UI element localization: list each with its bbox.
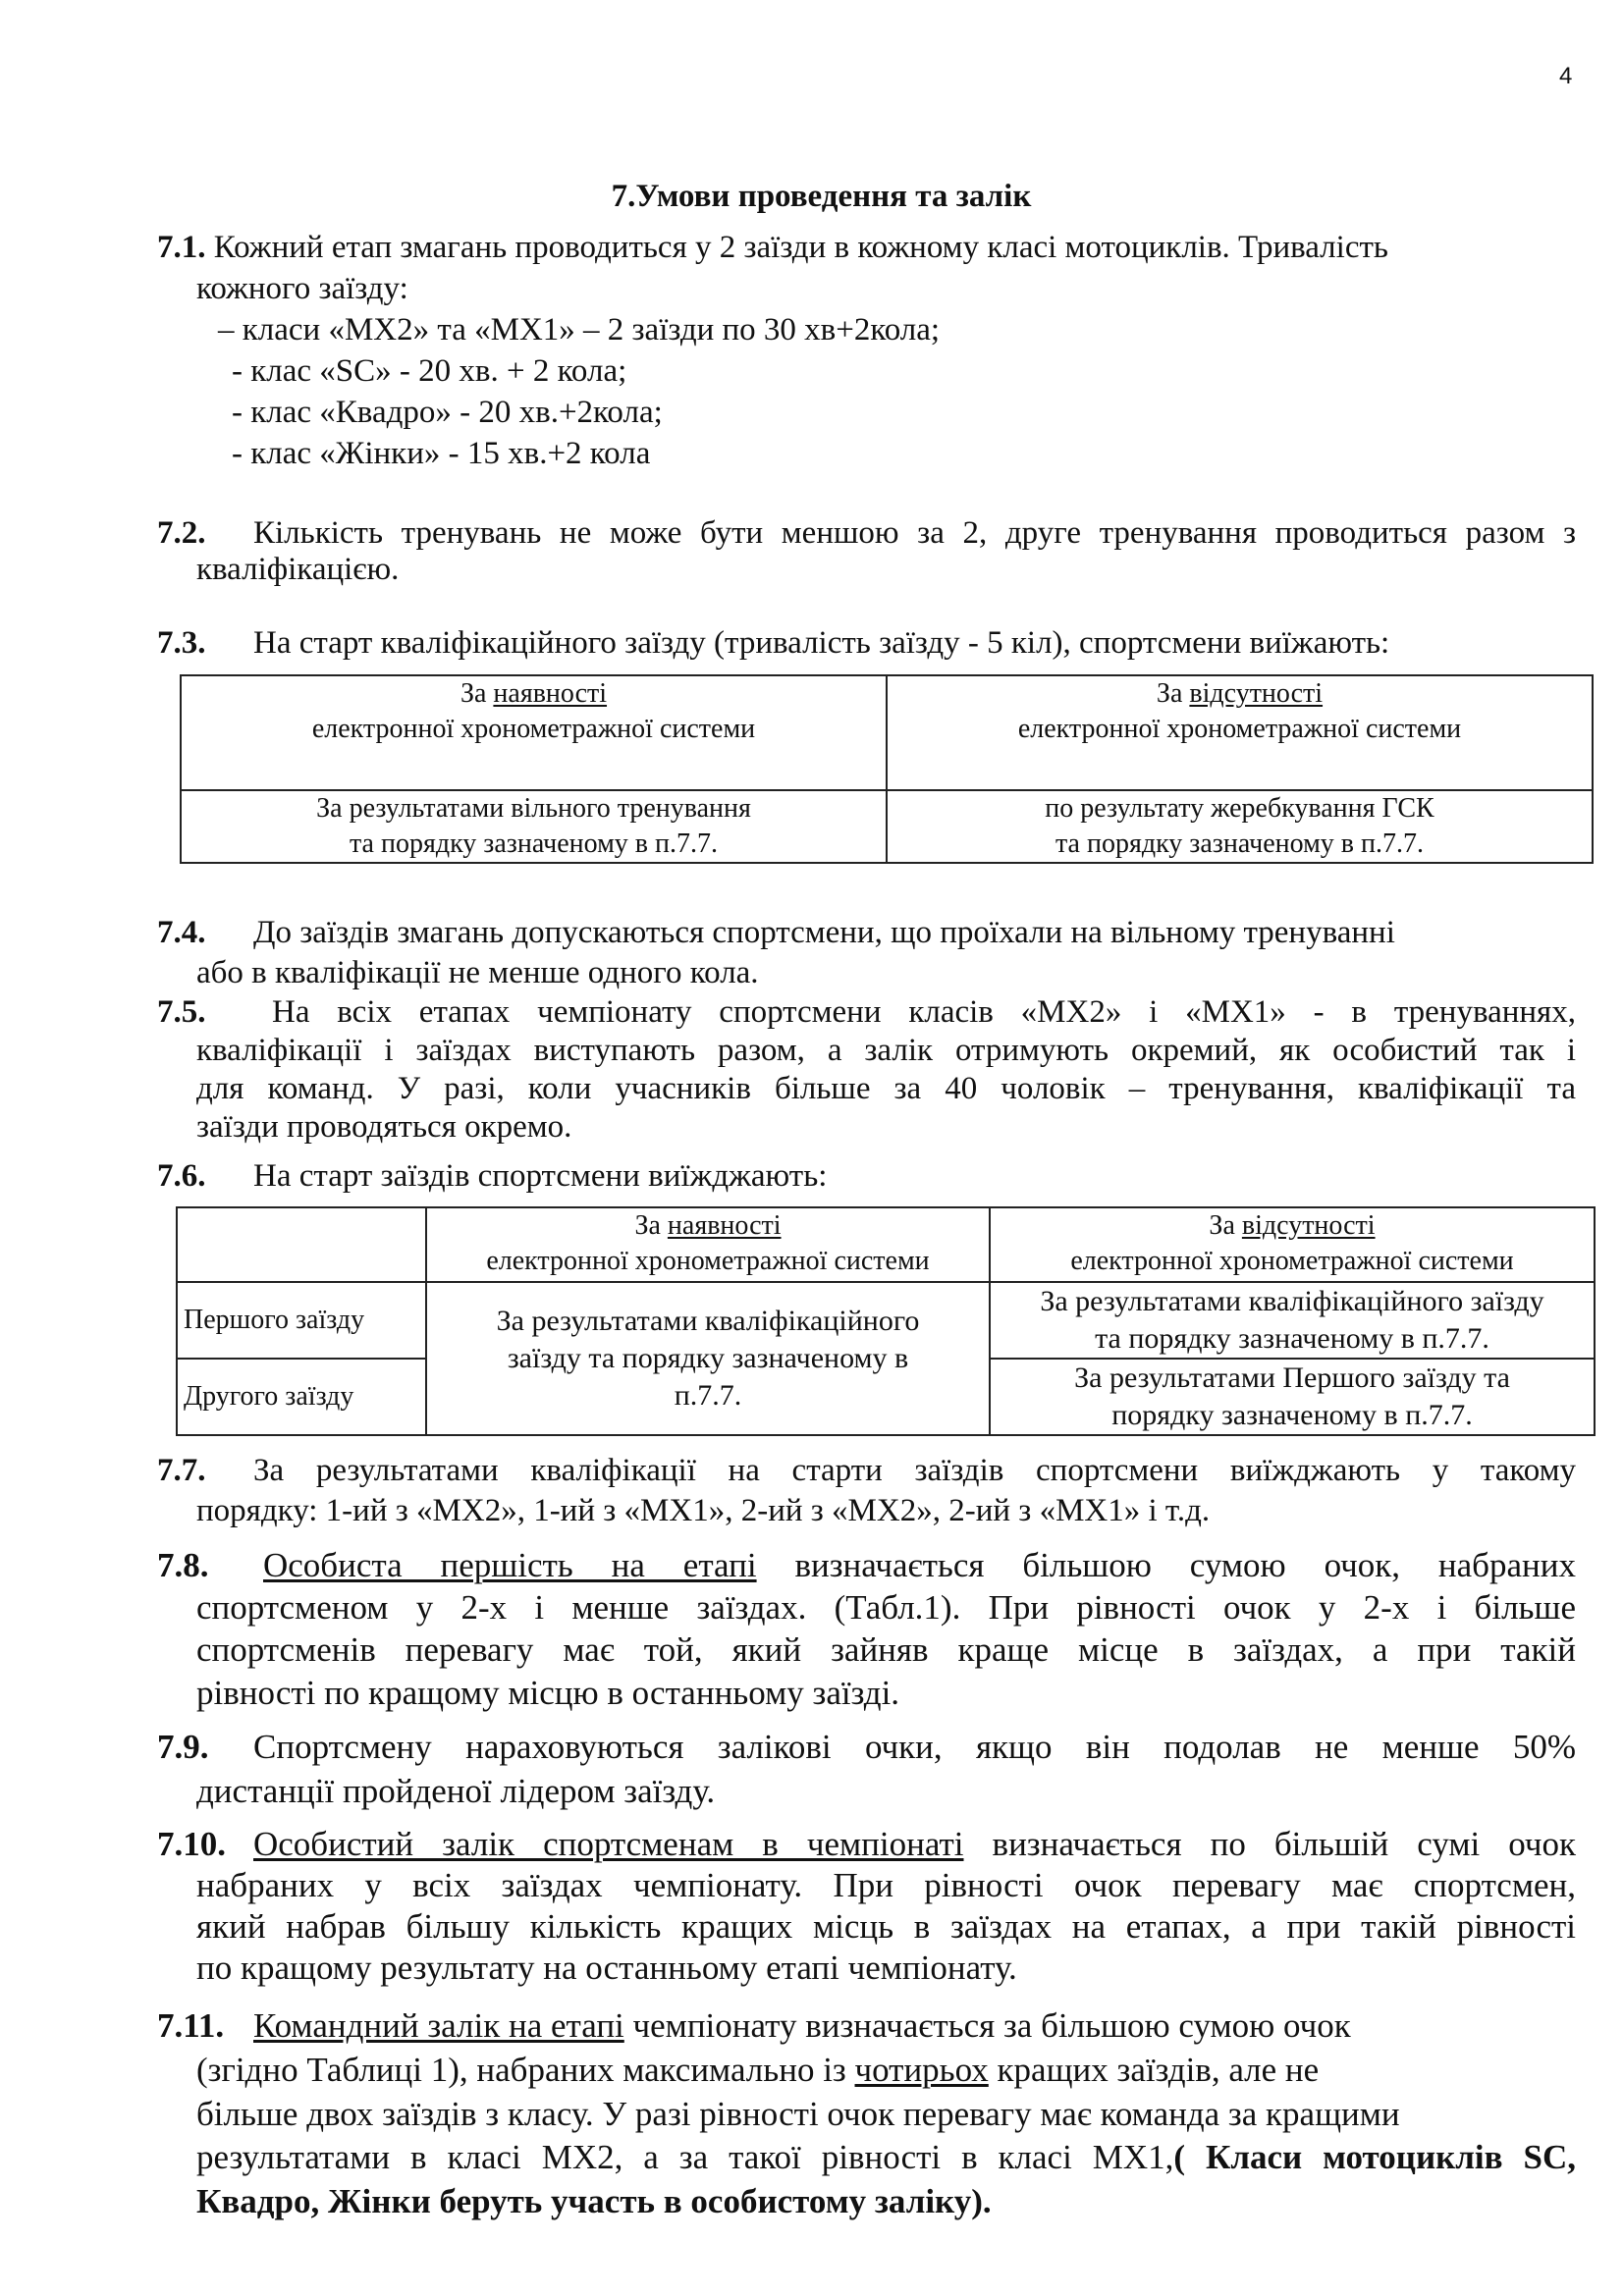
table-cell xyxy=(990,1359,1595,1435)
header-underlined: відсутності xyxy=(1241,1210,1376,1241)
paragraph-line xyxy=(196,2050,1319,2091)
underlined-term: чотирьох xyxy=(854,2051,989,2089)
paragraph-line xyxy=(263,1545,1576,1586)
paragraph-line: На старт заїздів спортсмени виїжджають: xyxy=(253,1158,828,1194)
clause-number: 7.1. xyxy=(157,230,206,265)
clause-number: 7.8. xyxy=(157,1546,209,1584)
cell-line: заїзду та порядку зазначеному в xyxy=(507,1342,909,1374)
clause-number: 7.2. xyxy=(157,515,206,551)
paragraph-line xyxy=(253,1824,1576,1865)
table-cell xyxy=(990,1282,1595,1359)
header-subtext: електронної хронометражної системи xyxy=(311,714,756,744)
paragraph-line: рівності по кращому місцю в останньому заїзді. xyxy=(196,1674,900,1712)
header-subtext: електронної хронометражної системи xyxy=(486,1246,930,1276)
table-race-start xyxy=(176,1206,1596,1436)
cell-line: За результатами кваліфікаційного xyxy=(496,1305,920,1337)
paragraph-line: більше двох заїздів з класу. У разі рівності очок перевагу має команда за кращими xyxy=(196,2095,1400,2133)
paragraph-line: На старт кваліфікаційного заїзду (тривалість заїзду - 5 кіл), спортсмени виїжають: xyxy=(253,625,1390,661)
paragraph-line: дистанції пройденої лідером заїзду. xyxy=(196,1772,716,1810)
paragraph-line: порядку: 1-ий з «МХ2», 1-ий з «МХ1», 2-ий з «МХ2», 2-ий з «МХ1» і т.д. xyxy=(196,1493,1211,1528)
row-label: Першого заїзду xyxy=(177,1282,426,1359)
text: визначається більшою сумою очок, набраних xyxy=(756,1546,1576,1584)
header-text: За xyxy=(1156,678,1190,709)
clause-number: 7.6. xyxy=(157,1158,206,1194)
cell-line: За результатами Першого заїзду та xyxy=(1074,1362,1510,1394)
paragraph-line: кваліфікацією. xyxy=(196,552,400,587)
table-qualification-start xyxy=(180,674,1594,864)
cell-line: порядку зазначеному в п.7.7. xyxy=(1111,1399,1473,1431)
underlined-term: Особистий залік спортсменам в чемпіонаті xyxy=(253,1825,964,1863)
cell-line: та порядку зазначеному в п.7.7. xyxy=(1055,828,1425,859)
clause-number: 7.4. xyxy=(157,915,206,950)
clause-number: 7.3. xyxy=(157,625,206,661)
clause-number: 7.5. xyxy=(157,994,206,1030)
paragraph-line: До заїздів змагань допускаються спортсмени, що проїхали на вільному тренуванні xyxy=(253,915,1395,950)
paragraph-line: На всіх етапах чемпіонату спортсмени класів «МХ2» і «МХ1» - в тренуваннях, xyxy=(272,994,1576,1030)
header-underlined: наявності xyxy=(667,1210,782,1241)
paragraph-line: або в кваліфікації не менше одного кола. xyxy=(196,955,759,990)
header-text: За xyxy=(1209,1210,1242,1241)
section-title: 7.Умови проведення та залік xyxy=(611,179,1032,214)
table-cell xyxy=(887,790,1593,863)
bold-text: ( Класи мотоциклів SC, xyxy=(1173,2138,1576,2176)
paragraph-line xyxy=(253,2005,1351,2047)
paragraph-line: За результатами кваліфікації на старти заїздів спортсмени виїжджають у такому xyxy=(253,1453,1576,1488)
header-subtext: електронної хронометражної системи xyxy=(1017,714,1462,744)
table-header-cell xyxy=(181,675,887,790)
header-underlined: наявності xyxy=(493,678,608,709)
underlined-term: Особиста першість на етапі xyxy=(263,1546,757,1584)
paragraph-line: Спортсмену нараховуються залікові очки, якщо він подолав не менше 50% xyxy=(253,1728,1576,1766)
table-header-cell xyxy=(990,1207,1595,1282)
paragraph-7-1 xyxy=(157,228,1576,267)
cell-line: За результатами кваліфікаційного заїзду xyxy=(1040,1285,1544,1317)
table-cell xyxy=(181,790,887,863)
cell-line: За результатами вільного тренування xyxy=(316,793,751,824)
clause-number: 7.7. xyxy=(157,1453,206,1488)
page-number: 4 xyxy=(1559,63,1573,89)
text: чемпіонату визначається за більшою сумою очок xyxy=(623,2006,1351,2045)
clause-number: 7.11. xyxy=(157,2006,225,2045)
cell-line: п.7.7. xyxy=(674,1379,742,1412)
paragraph-line: для команд. У разі, коли учасників більше за 40 чоловік – тренування, кваліфікації та xyxy=(196,1071,1576,1106)
paragraph-line: Кожний етап змагань проводиться у 2 заїзди в кожному класі мотоциклів. Тривалість xyxy=(213,230,1388,265)
clause-number: 7.10. xyxy=(157,1825,226,1863)
text: визначається по більшій сумі очок xyxy=(963,1825,1577,1863)
paragraph-line xyxy=(196,2137,1576,2178)
list-item: - клас «Жінки» - 15 хв.+2 кола xyxy=(232,436,651,471)
paragraph-line: заїзди проводяться окремо. xyxy=(196,1109,572,1145)
list-item: - клас «SC» - 20 хв. + 2 кола; xyxy=(232,353,627,389)
header-text: За xyxy=(634,1210,668,1241)
table-empty-cell xyxy=(177,1207,426,1282)
paragraph-line: Кількість тренувань не може бути меншою за 2, друге тренування проводиться разом з xyxy=(253,515,1576,551)
table-merged-cell xyxy=(426,1282,990,1435)
table-header-cell xyxy=(426,1207,990,1282)
list-item: - клас «Квадро» - 20 хв.+2кола; xyxy=(232,395,663,430)
text: кращих заїздів, але не xyxy=(988,2051,1320,2089)
cell-line: та порядку зазначеному в п.7.7. xyxy=(349,828,719,859)
paragraph-line: по кращому результату на останньому етапі чемпіонату. xyxy=(196,1949,1017,1987)
text: результатами в класі МХ2, а за такої рівності в класі МХ1, xyxy=(196,2138,1174,2176)
paragraph-line: Квадро, Жінки беруть участь в особистому заліку). xyxy=(196,2182,992,2220)
cell-line: та порядку зазначеному в п.7.7. xyxy=(1095,1322,1489,1355)
paragraph-line: спортсменів перевагу має той, який зайняв краще місце в заїздах, а при такій xyxy=(196,1630,1576,1669)
cell-line: по результату жеребкування ГСК xyxy=(1045,793,1434,824)
paragraph-line: набраних у всіх заїздах чемпіонату. При рівності очок перевагу має спортсмен, xyxy=(196,1866,1576,1904)
list-item: – класи «МХ2» та «МХ1» – 2 заїзди по 30 хв+2кола; xyxy=(218,312,941,347)
paragraph-line: кваліфікації і заїздах виступають разом, а залік отримують окремий, як особистий так і xyxy=(196,1033,1576,1068)
clause-number: 7.9. xyxy=(157,1728,209,1766)
header-text: За xyxy=(460,678,494,709)
row-label: Другого заїзду xyxy=(177,1359,426,1435)
paragraph-line: який набрав більшу кількість кращих місць в заїздах на етапах, а при такій рівності xyxy=(196,1907,1576,1946)
header-subtext: електронної хронометражної системи xyxy=(1070,1246,1514,1276)
text: (згідно Таблиці 1), набраних максимально із xyxy=(196,2051,855,2089)
header-underlined: відсутності xyxy=(1189,678,1324,709)
paragraph-line: кожного заїзду: xyxy=(196,271,408,306)
underlined-term: Командний залік на етапі xyxy=(253,2006,624,2045)
table-header-cell xyxy=(887,675,1593,790)
paragraph-line: спортсменом у 2-х і менше заїздах. (Табл.1). При рівності очок у 2-х і більше xyxy=(196,1588,1576,1627)
